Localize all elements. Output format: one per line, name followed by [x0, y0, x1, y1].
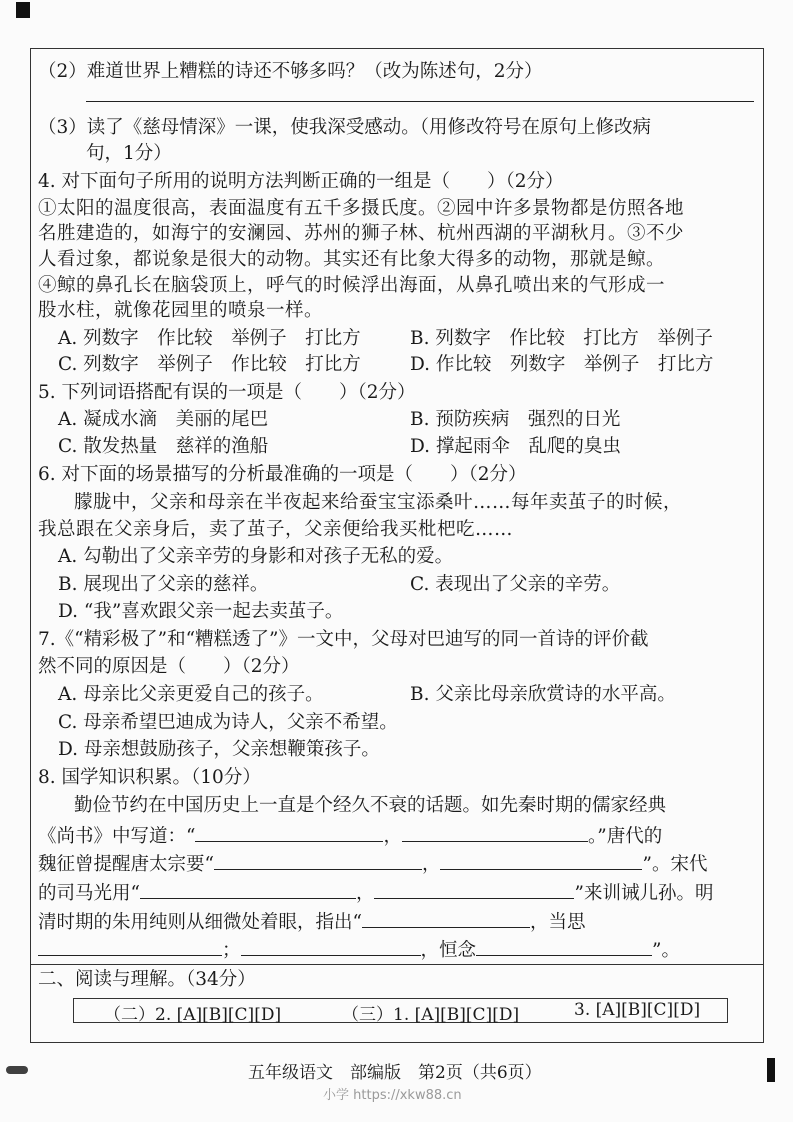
- question-4-text: ④鲸的鼻孔长在脑袋顶上，呼气的时候浮出海面，从鼻孔喷出来的气形成一: [38, 275, 666, 296]
- question-6-option-d[interactable]: D. “我”喜欢跟父亲一起去卖茧子。: [58, 601, 344, 622]
- question-4-stem: 4. 对下面句子所用的说明方法判断正确的一组是（ ）（2分）: [38, 171, 564, 192]
- question-6-option-c[interactable]: C. 表现出了父亲的辛劳。: [410, 574, 621, 595]
- question-4-option-c[interactable]: C. 列数字 举例子 作比较 打比方: [58, 354, 361, 375]
- question-6-stem: 6. 对下面的场景描写的分析最准确的一项是（ ）（2分）: [38, 464, 527, 485]
- fill-blank[interactable]: [140, 880, 356, 899]
- question-4-text: 股水柱，就像花园里的喷泉一样。: [38, 300, 324, 321]
- section-divider: [30, 964, 764, 965]
- fill-blank[interactable]: [38, 937, 222, 956]
- fill-blank[interactable]: [440, 851, 642, 870]
- question-8-stem: 8. 国学知识积累。（10分）: [38, 767, 261, 788]
- question-7-option-c[interactable]: C. 母亲希望巴迪成为诗人，父亲不希望。: [58, 712, 398, 733]
- question-4-text: 名胜建造的，如海宁的安澜园、苏州的狮子林、杭州西湖的平湖秋月。③不少: [38, 223, 685, 244]
- question-5-stem: 5. 下列词语搭配有误的一项是（ ）（2分）: [38, 382, 416, 403]
- question-6-text: 朦胧中，父亲和母亲在半夜起来给蚕宝宝添桑叶……每年卖茧子的时候，: [74, 492, 683, 513]
- answer-choice-group[interactable]: 3. [A][B][C][D]: [574, 1000, 701, 1020]
- answer-choice-group[interactable]: （三）1. [A][B][C][D]: [342, 1005, 520, 1025]
- question-7-option-b[interactable]: B. 父亲比母亲欣赏诗的水平高。: [410, 684, 676, 705]
- question-7-option-d[interactable]: D. 母亲想鼓励孩子，父亲想鞭策孩子。: [58, 739, 380, 760]
- answer-sheet-box: [73, 998, 728, 1023]
- question-5-option-a[interactable]: A. 凝成水滴 美丽的尾巴: [58, 409, 269, 430]
- question-4-option-d[interactable]: D. 作比较 列数字 举例子 打比方: [410, 354, 714, 375]
- fill-blank[interactable]: [402, 823, 588, 842]
- question-8-fill-line: 《尚书》中写道：“ ， 。”唐代的: [38, 823, 662, 849]
- question-6-text: 我总跟在父亲身后，卖了茧子，父亲便给我买枇杷吃……: [38, 519, 514, 540]
- question-4-text: 人看过象，都说象是很大的动物。其实还有比象大得多的动物，那就是鲸。: [38, 249, 666, 270]
- question-6-option-b[interactable]: B. 展现出了父亲的慈祥。: [58, 574, 269, 595]
- scan-smudge: [6, 1066, 28, 1074]
- answer-line[interactable]: [86, 101, 754, 102]
- corner-mark-bottom-right: [767, 1058, 775, 1082]
- fill-blank[interactable]: [476, 937, 652, 956]
- question-6-option-a[interactable]: A. 勾勒出了父亲辛劳的身影和对孩子无私的爱。: [58, 546, 454, 567]
- fill-blank[interactable]: [214, 851, 422, 870]
- question-5-option-c[interactable]: C. 散发热量 慈祥的渔船: [58, 436, 269, 457]
- fill-blank[interactable]: [195, 823, 383, 842]
- fill-blank[interactable]: [362, 909, 530, 928]
- question-7-stem: 7.《“精彩极了”和“糟糕透了”》一文中，父母对巴迪写的同一首诗的评价截: [38, 629, 649, 650]
- question-8-fill-line: 的司马光用“ ， ”来训诫儿孙。明: [38, 880, 713, 906]
- question-7-option-a[interactable]: A. 母亲比父亲更爱自己的孩子。: [58, 684, 324, 705]
- question-8-fill-line: ； ，恒念 ”。: [38, 937, 680, 963]
- answer-choice-group[interactable]: （二）2. [A][B][C][D]: [104, 1005, 282, 1025]
- corner-mark-top-left: [16, 2, 30, 18]
- question-5-option-b[interactable]: B. 预防疾病 强烈的日光: [410, 409, 621, 430]
- question-8-fill-line: 清时期的朱用纯则从细微处着眼，指出“ ，当思: [38, 909, 585, 935]
- page-footer: 五年级语文 部编版 第2页（共6页）: [248, 1063, 542, 1083]
- fill-blank[interactable]: [241, 937, 421, 956]
- question-8-text: 勤俭节约在中国历史上一直是个经久不衰的话题。如先秦时期的儒家经典: [74, 795, 667, 816]
- section-2-title: 二、阅读与理解。（34分）: [38, 969, 256, 990]
- question-4-text: ①太阳的温度很高，表面温度有五千多摄氏度。②园中许多景物都是仿照各地: [38, 198, 685, 219]
- question-4-option-a[interactable]: A. 列数字 作比较 举例子 打比方: [58, 328, 361, 349]
- question-2-rewrite: （2）难道世界上糟糕的诗还不够多吗？（改为陈述句，2分）: [38, 61, 543, 82]
- question-5-option-d[interactable]: D. 撑起雨伞 乱爬的臭虫: [410, 436, 621, 457]
- fill-blank[interactable]: [374, 880, 574, 899]
- question-4-option-b[interactable]: B. 列数字 作比较 打比方 举例子: [410, 328, 713, 349]
- question-3-line2: 句，1分）: [86, 143, 172, 164]
- watermark: 小学 https://xkw88.cn: [323, 1088, 462, 1103]
- question-8-fill-line: 魏征曾提醒唐太宗要“ ， ”。宋代: [38, 851, 707, 877]
- question-7-stem: 然不同的原因是（ ）（2分）: [38, 656, 300, 677]
- question-3-line1: （3）读了《慈母情深》一课，使我深受感动。（用修改符号在原句上修改病: [38, 117, 652, 138]
